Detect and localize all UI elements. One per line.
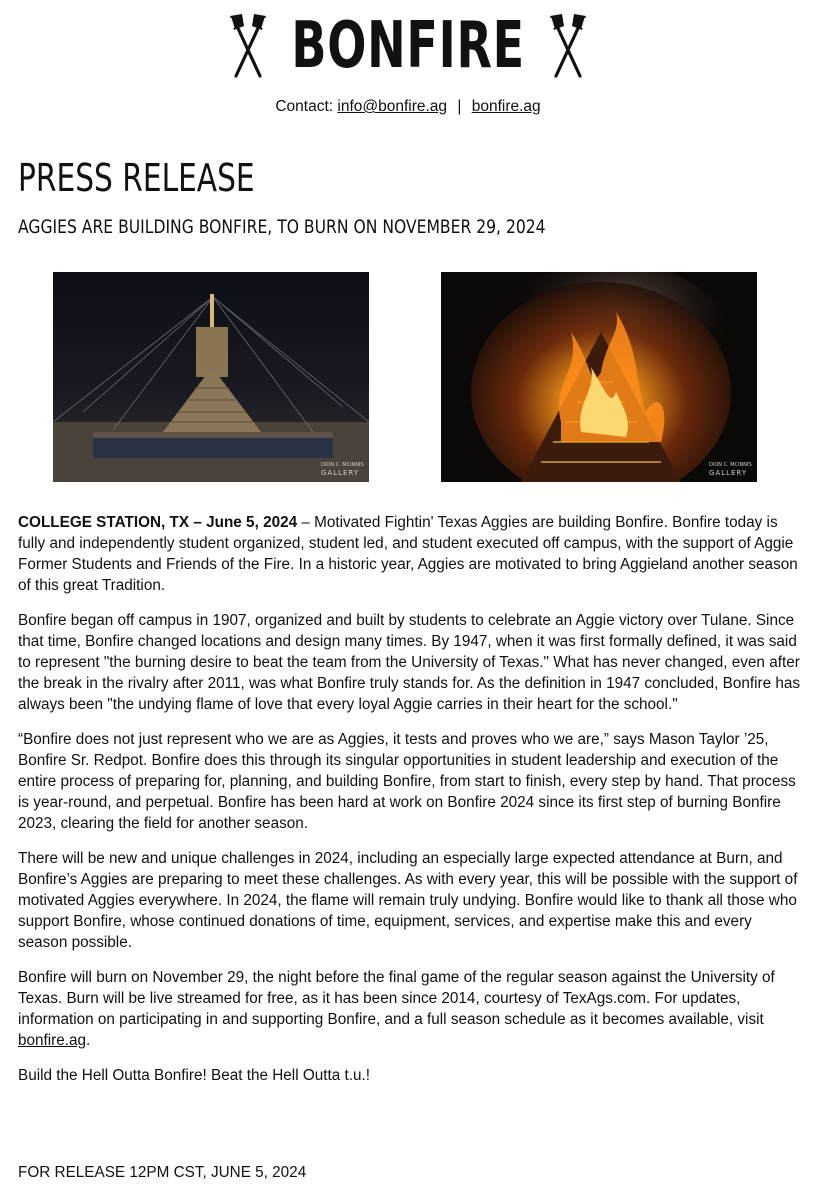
- contact-label: Contact:: [275, 98, 334, 115]
- paragraph-challenges: There will be new and unique challenges in 2024, including an especially large expected attendance at Burn, and Bonfire’s Aggies are preparing to meet these challenges. As with every year, this will be possible with the support of motivated Aggies everywhere. In 2024, the flame will remain truly undying. Bonfire would like to thank all those who support Bonfire, whose continued donations of time, equipment, services, and expertise make this and every season possible.: [18, 850, 798, 951]
- crossed-axes-icon: [548, 10, 588, 82]
- paragraph-quote: “Bonfire does not just represent who we are as Aggies, it tests and proves who we are,” says Mason Taylor ’25, Bonfire Sr. Redpot. Bonfire does this through its singular opportunities in student leadership and execution of the entire process of preparing for, planning, and building Bonfire, from start to finish, every step by hand. That process is year-round, and perpetual. Bonfire has been hard at work on Bonfire 2024 since its first step of burning Bonfire 2023, clearing the field for another season.: [18, 731, 796, 832]
- paragraph-burn-text: Bonfire will burn on November 29, the night before the final game of the regular season against the University of Texas. Burn will be live streamed for free, as it has been since 2014, courtesy of TexAgs.com. For updates, information on participating in and supporting Bonfire, and a full season schedule as it becomes available, visit: [18, 969, 775, 1028]
- press-release-body: [18, 512, 800, 1100]
- press-release-heading: PRESS RELEASE: [18, 156, 255, 200]
- paragraph-intro: [18, 512, 800, 596]
- paragraph-burn-end: .: [86, 1032, 91, 1049]
- photo-watermark-line2: GALLERY: [321, 469, 360, 477]
- bonfire-stack-photo: [53, 272, 369, 482]
- photo-watermark-line1: DION C. MCINNIS: [709, 462, 752, 468]
- photo-watermark-line1: DION C. MCINNIS: [321, 462, 364, 468]
- contact-separator: |: [457, 98, 462, 115]
- masthead: [0, 10, 816, 90]
- press-release-subtitle: AGGIES ARE BUILDING BONFIRE, TO BURN ON NOVEMBER 29, 2024: [18, 216, 546, 238]
- release-line: FOR RELEASE 12PM CST, JUNE 5, 2024: [18, 1164, 307, 1181]
- contact-line: [0, 98, 816, 116]
- brand-logo: [228, 10, 588, 82]
- site-link[interactable]: bonfire.ag: [18, 1032, 87, 1049]
- dateline: COLLEGE STATION, TX – June 5, 2024: [18, 514, 298, 531]
- paragraph-slogan: Build the Hell Outta Bonfire! Beat the Hell Outta t.u.!: [18, 1067, 371, 1084]
- brand-title: BONFIRE: [291, 9, 525, 83]
- contact-site-link[interactable]: bonfire.ag: [471, 98, 541, 115]
- contact-email-link[interactable]: info@bonfire.ag: [337, 98, 448, 115]
- crossed-axes-icon: [228, 10, 268, 82]
- bonfire-burning-photo: [441, 272, 757, 482]
- paragraph-history: Bonfire began off campus in 1907, organized and built by students to celebrate an Aggie victory over Tulane. Since that time, Bonfire changed locations and design many times. By 1947, when it was first formally defined, it was said to represent "the burning desire to beat the team from the University of Texas." What has never changed, even after the break in the rivalry after 2011, was what Bonfire truly stands for. As the definition in 1947 concluded, Bonfire has always been "the undying flame of love that every loyal Aggie carries in their heart for the school.": [18, 612, 801, 713]
- photo-watermark-line2: GALLERY: [709, 469, 748, 477]
- paragraph-intro-text: – Motivated Fightin' Texas Aggies are building Bonfire. Bonfire today is fully and independently student organized, student led, and student executed off campus, with the support of Aggie Former Students and Friends of the Fire. In a historic year, Aggies are motivated to bring Aggieland another season of this great Tradition.: [18, 514, 798, 594]
- paragraph-burn-info: [18, 967, 800, 1051]
